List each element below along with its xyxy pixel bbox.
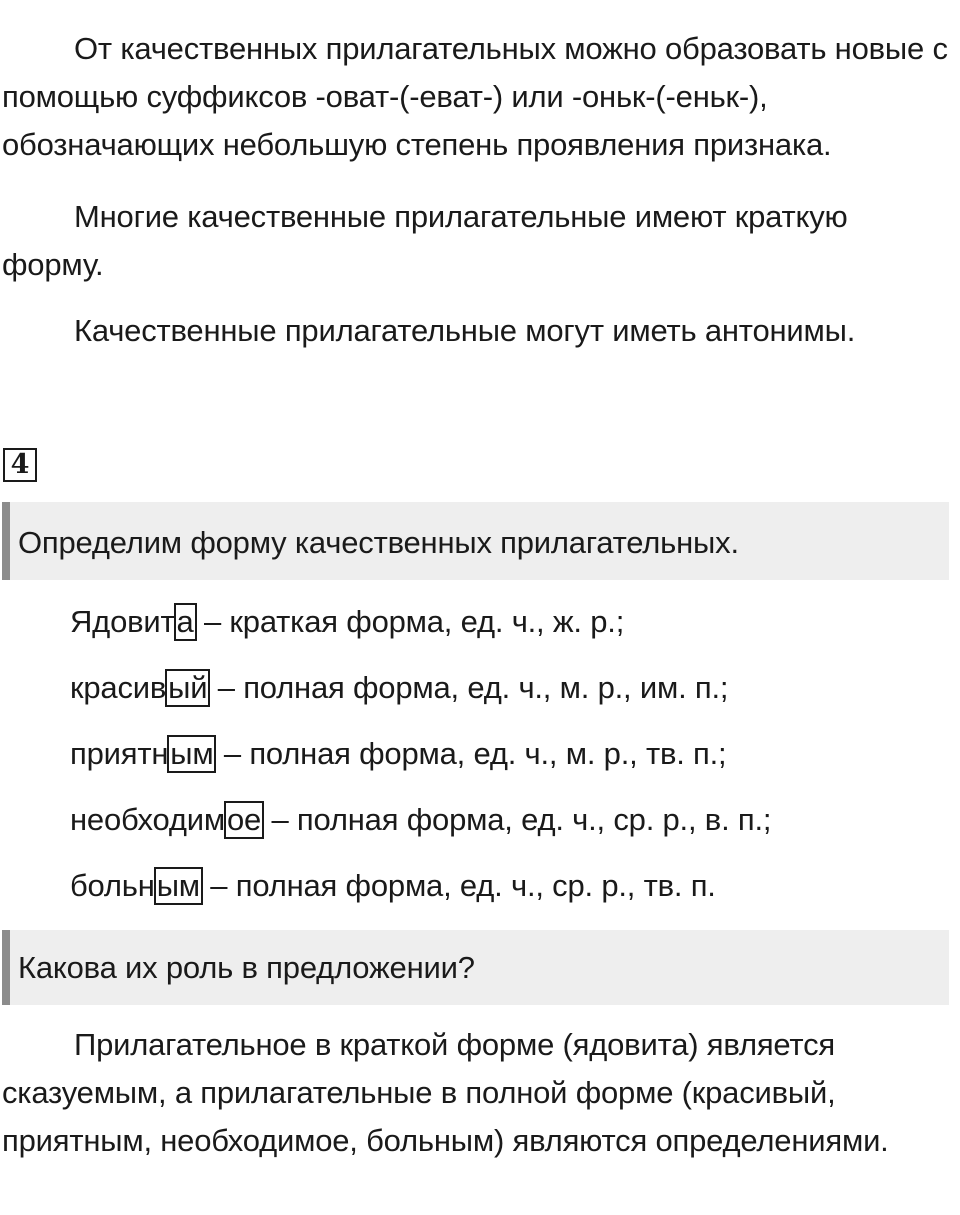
form-description: – полная форма, ед. ч., ср. р., тв. п. <box>201 868 716 903</box>
form-row <box>70 798 771 842</box>
word-stem: необходим <box>70 802 225 837</box>
form-row <box>70 600 624 644</box>
question-bar-role <box>2 930 949 1005</box>
answer-paragraph <box>2 1021 956 1165</box>
paragraph-text: Качественные прилагательные могут иметь антонимы. <box>74 313 856 348</box>
word-ending-box: ый <box>165 669 210 707</box>
task-number-box: 4 <box>3 448 37 482</box>
form-row <box>70 666 728 710</box>
question-text: Определим форму качественных прилагательных. <box>18 525 739 560</box>
word-stem: приятн <box>70 736 169 771</box>
word-stem: больн <box>70 868 155 903</box>
question-bar-form <box>2 502 949 580</box>
word-ending-box: ым <box>167 735 216 773</box>
answer-text: Прилагательное в краткой форме (ядовита) является сказуемым, а прилагательные в полной форме (красивый, приятным, необходимое, больным) являются определениями. <box>2 1027 889 1158</box>
word-ending-box: а <box>174 603 197 641</box>
word-ending-box: ое <box>224 801 264 839</box>
word-stem: красив <box>70 670 167 705</box>
paragraph-short-form <box>2 193 956 289</box>
form-row <box>70 732 726 776</box>
paragraph-antonyms <box>2 307 956 355</box>
form-row <box>70 864 716 908</box>
word-stem: Ядовит <box>70 604 175 639</box>
form-description: – полная форма, ед. ч., м. р., им. п.; <box>209 670 729 705</box>
word-ending-box: ым <box>154 867 203 905</box>
paragraph-suffixes <box>2 25 956 169</box>
form-description: – краткая форма, ед. ч., ж. р.; <box>195 604 625 639</box>
form-description: – полная форма, ед. ч., м. р., тв. п.; <box>215 736 727 771</box>
question-text: Какова их роль в предложении? <box>18 950 475 985</box>
paragraph-text: От качественных прилагательных можно образовать новые с помощью суффиксов -оват-(-еват-) или -оньк-(-еньк-), обозначающих небольшую степень проявления признака. <box>2 31 948 162</box>
form-description: – полная форма, ед. ч., ср. р., в. п.; <box>263 802 772 837</box>
paragraph-text: Многие качественные прилагательные имеют краткую форму. <box>2 199 848 282</box>
